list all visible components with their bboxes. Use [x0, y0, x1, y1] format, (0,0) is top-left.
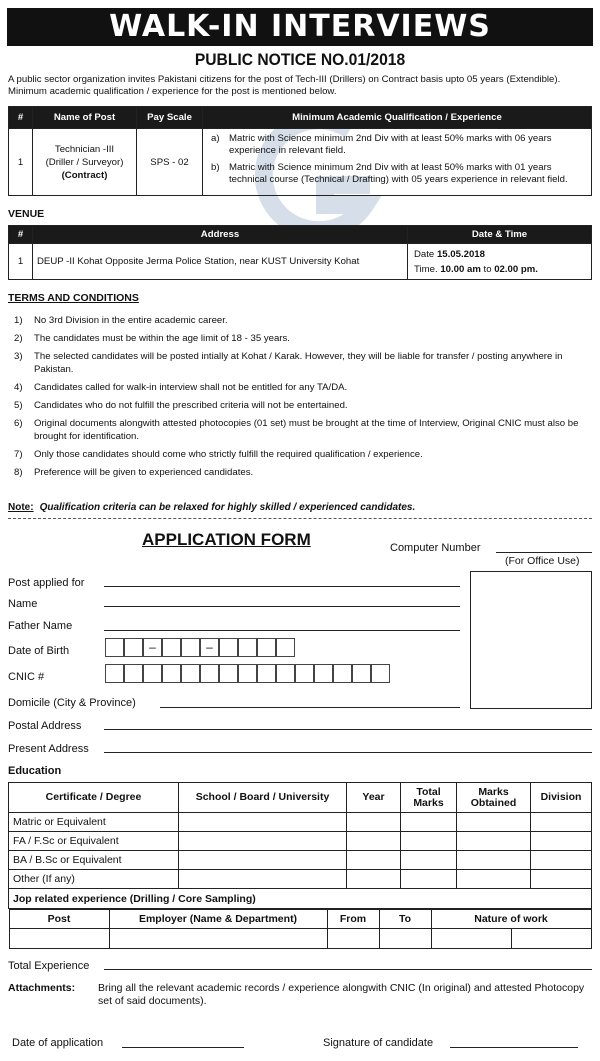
edu-cell[interactable]: [401, 870, 457, 889]
cnic-box[interactable]: [143, 664, 162, 683]
domicile-label: Domicile (City & Province): [8, 697, 136, 709]
col-header-school: School / Board / University: [179, 783, 347, 813]
dob-box[interactable]: [276, 638, 295, 657]
computer-number-field[interactable]: [496, 552, 592, 553]
posts-table: [8, 106, 592, 196]
time-to-word: to: [483, 263, 492, 275]
term-text: Candidates who do not fulfill the prescribed criteria will not be entertained.: [34, 400, 348, 411]
list-item: [211, 162, 583, 186]
term-num: 4): [14, 382, 23, 393]
note: [8, 502, 415, 513]
time-from: 10.00 am: [440, 263, 481, 275]
experience-heading-row: [9, 889, 592, 909]
term-text: Candidates called for walk-in interview shall not be entitled for any TA/DA.: [34, 382, 348, 393]
present-address-label: Present Address: [8, 743, 89, 755]
dob-box[interactable]: [257, 638, 276, 657]
cnic-box[interactable]: [371, 664, 390, 683]
table-row: [9, 129, 592, 196]
edu-cell[interactable]: [457, 851, 531, 870]
term-num: 6): [14, 418, 23, 429]
qual-key: a): [211, 133, 220, 144]
term-text: No 3rd Division in the entire academic career.: [34, 315, 228, 326]
term-text: The selected candidates will be posted intially at Kohat / Karak. However, they will be liable for transfer / posting anywhere in Pakistan.: [34, 351, 563, 375]
notice-title: PUBLIC NOTICE NO.01/2018: [194, 50, 406, 69]
venue-address: DEUP -II Kohat Opposite Jerma Police Station, near KUST University Kohat: [33, 244, 408, 280]
edu-cell[interactable]: [401, 813, 457, 832]
dob-box[interactable]: [181, 638, 200, 657]
list-item: [14, 448, 592, 461]
qual-key: b): [211, 162, 220, 173]
term-text: Only those candidates should come who strictly fulfill the required qualification / experience.: [34, 449, 423, 460]
post-name-line3: (Contract): [61, 169, 108, 181]
edu-cell[interactable]: [457, 870, 531, 889]
name-field[interactable]: [104, 606, 460, 607]
post-num: 1: [9, 129, 33, 196]
post-applied-field[interactable]: [104, 586, 460, 587]
table-row: [9, 851, 592, 870]
exp-cell[interactable]: [327, 929, 379, 949]
date-of-application-label: Date of application: [12, 1037, 104, 1049]
edu-cell[interactable]: [401, 851, 457, 870]
edu-cell[interactable]: [531, 813, 592, 832]
cnic-box[interactable]: [295, 664, 314, 683]
term-num: 5): [14, 400, 23, 411]
dob-separator: –: [200, 638, 219, 657]
cnic-box[interactable]: [238, 664, 257, 683]
date-value: 15.05.2018: [436, 248, 485, 260]
exp-cell[interactable]: [9, 929, 109, 949]
date-of-application-field[interactable]: [122, 1047, 244, 1048]
edu-cell[interactable]: [457, 813, 531, 832]
name-label: Name: [8, 598, 38, 610]
experience-table: [9, 909, 592, 949]
venue-datetime-cell: [408, 244, 592, 280]
term-num: 1): [14, 315, 23, 326]
office-use-label: (For Office Use): [505, 555, 580, 567]
note-text: Qualification criteria can be relaxed for highly skilled / experienced candidates.: [39, 502, 416, 513]
present-address-field[interactable]: [104, 752, 592, 753]
col-header-exp-post: Post: [9, 910, 109, 929]
term-text: The candidates must be within the age limit of 18 - 35 years.: [34, 333, 290, 344]
experience-heading: Jop related experience (Drilling / Core Sampling): [9, 889, 592, 909]
table-row: [9, 813, 592, 832]
exp-cell[interactable]: [109, 929, 327, 949]
cnic-label: CNIC #: [8, 671, 45, 683]
exp-cell[interactable]: [511, 929, 591, 949]
list-item: [14, 350, 592, 376]
list-item: [14, 332, 592, 345]
table-row: [9, 244, 592, 280]
post-name-cell: [33, 129, 137, 196]
cnic-box[interactable]: [314, 664, 333, 683]
col-header-num: #: [9, 226, 33, 244]
edu-cell[interactable]: [179, 832, 347, 851]
cnic-box[interactable]: [162, 664, 181, 683]
col-header-total-marks: Total Marks: [401, 783, 457, 813]
list-item: [14, 381, 592, 394]
time-to: 02.00 pm.: [494, 263, 538, 275]
col-header-division: Division: [531, 783, 592, 813]
cnic-box[interactable]: [219, 664, 238, 683]
post-applied-label: Post applied for: [8, 577, 85, 589]
date-label: Date: [414, 248, 435, 260]
qualification-cell: [203, 129, 592, 196]
edu-cell[interactable]: [531, 851, 592, 870]
table-row: [9, 929, 591, 949]
col-header-num: #: [9, 107, 33, 129]
col-header-certificate: Certificate / Degree: [9, 783, 179, 813]
terms-heading: TERMS AND CONDITIONS: [8, 292, 139, 304]
dob-field[interactable]: [105, 638, 295, 657]
cnic-box[interactable]: [257, 664, 276, 683]
dob-label: Date of Birth: [8, 645, 70, 657]
edu-cell[interactable]: [401, 832, 457, 851]
edu-row-label: FA / F.Sc or Equivalent: [9, 832, 179, 851]
post-name-line1: Technician -III: [54, 143, 115, 155]
edu-cell[interactable]: [457, 832, 531, 851]
venue-table: [8, 225, 592, 280]
attachments-text: Bring all the relevant academic records / experience alongwith CNIC (In original) and attested Photocopy set of said documents).: [98, 982, 585, 1007]
edu-row-label: Matric or Equivalent: [9, 813, 179, 832]
computer-number-label: Computer Number: [390, 542, 481, 554]
signature-label: Signature of candidate: [323, 1037, 434, 1049]
total-experience-label: Total Experience: [8, 960, 90, 972]
attachments: [8, 982, 598, 1008]
father-name-label: Father Name: [8, 620, 73, 632]
photo-box: [470, 571, 592, 709]
col-header-pay: Pay Scale: [137, 107, 203, 129]
dob-box[interactable]: [219, 638, 238, 657]
list-item: [211, 133, 583, 157]
table-row: [9, 870, 592, 889]
term-num: 2): [14, 333, 23, 344]
col-header-post: Name of Post: [33, 107, 137, 129]
divider: [8, 518, 592, 519]
cnic-box[interactable]: [276, 664, 295, 683]
cnic-box[interactable]: [200, 664, 219, 683]
col-header-marks-obtained: Marks Obtained: [457, 783, 531, 813]
edu-cell[interactable]: [347, 813, 401, 832]
col-header-year: Year: [347, 783, 401, 813]
post-name-line2: (Driller / Surveyor): [45, 156, 124, 168]
venue-date: [414, 247, 591, 262]
banner-title: WALK-IN INTERVIEWS: [7, 8, 593, 46]
term-text: Original documents alongwith attested photocopies (01 set) must be brought at the time of Interview, Original CNIC must also be brought for identification.: [34, 418, 579, 442]
col-header-address: Address: [33, 226, 408, 244]
exp-cell[interactable]: [431, 929, 511, 949]
list-item: [14, 466, 592, 479]
term-num: 7): [14, 449, 23, 460]
signature-field[interactable]: [450, 1047, 578, 1048]
dob-box[interactable]: [238, 638, 257, 657]
edu-cell[interactable]: [179, 813, 347, 832]
term-num: 3): [14, 351, 23, 362]
intro-paragraph: A public sector organization invites Pakistani citizens for the post of Tech-III (Drillers) on Contract basis upto 05 years (Extendible). Minimum academic qualification / experience for the post is mentioned below.: [8, 74, 561, 97]
table-row: [9, 832, 592, 851]
dob-box[interactable]: [124, 638, 143, 657]
edu-cell[interactable]: [179, 870, 347, 889]
term-text: Preference will be given to experienced candidates.: [34, 467, 254, 478]
edu-cell[interactable]: [347, 851, 401, 870]
cnic-box[interactable]: [333, 664, 352, 683]
father-name-field[interactable]: [104, 630, 460, 631]
postal-address-field[interactable]: [104, 729, 592, 730]
edu-cell[interactable]: [179, 851, 347, 870]
cnic-box[interactable]: [352, 664, 371, 683]
qual-text: Matric with Science minimum 2nd Div with at least 50% marks with 01 years technical course (Technical / Drafting) with 05 years experience in relevant field.: [229, 162, 568, 185]
total-experience-field[interactable]: [104, 969, 592, 970]
dob-box[interactable]: [162, 638, 181, 657]
terms-list: [14, 314, 592, 484]
exp-cell[interactable]: [379, 929, 431, 949]
cnic-box[interactable]: [181, 664, 200, 683]
edu-cell[interactable]: [347, 870, 401, 889]
cnic-box[interactable]: [124, 664, 143, 683]
domicile-field[interactable]: [160, 707, 460, 708]
venue-heading: VENUE: [8, 208, 45, 220]
col-header-qualification: Minimum Academic Qualification / Experience: [203, 107, 592, 129]
education-heading: Education: [8, 765, 62, 777]
dob-box[interactable]: [105, 638, 124, 657]
list-item: [14, 399, 592, 412]
experience-columns-row: [9, 909, 592, 950]
col-header-from: From: [327, 910, 379, 929]
col-header-employer: Employer (Name & Department): [109, 910, 327, 929]
list-item: [14, 417, 592, 443]
col-header-nature: Nature of work: [431, 910, 591, 929]
edu-row-label: Other (If any): [9, 870, 179, 889]
list-item: [14, 314, 592, 327]
education-table: [8, 782, 592, 949]
dob-separator: –: [143, 638, 162, 657]
pay-scale: SPS - 02: [137, 129, 203, 196]
col-header-datetime: Date & Time: [408, 226, 592, 244]
cnic-box[interactable]: [105, 664, 124, 683]
postal-address-label: Postal Address: [8, 720, 82, 732]
edu-cell[interactable]: [347, 832, 401, 851]
cnic-field[interactable]: [105, 664, 390, 683]
term-num: 8): [14, 467, 23, 478]
time-label: Time.: [414, 263, 438, 275]
venue-num: 1: [9, 244, 33, 280]
edu-cell[interactable]: [531, 832, 592, 851]
edu-cell[interactable]: [531, 870, 592, 889]
col-header-to: To: [379, 910, 431, 929]
venue-time: [414, 262, 591, 277]
note-label: Note:: [8, 502, 34, 513]
form-title: APPLICATION FORM: [142, 530, 311, 549]
qual-text: Matric with Science minimum 2nd Div with at least 50% marks with 06 years experience in relevant field.: [229, 133, 552, 156]
edu-row-label: BA / B.Sc or Equivalent: [9, 851, 179, 870]
attachments-label: Attachments:: [8, 982, 76, 994]
